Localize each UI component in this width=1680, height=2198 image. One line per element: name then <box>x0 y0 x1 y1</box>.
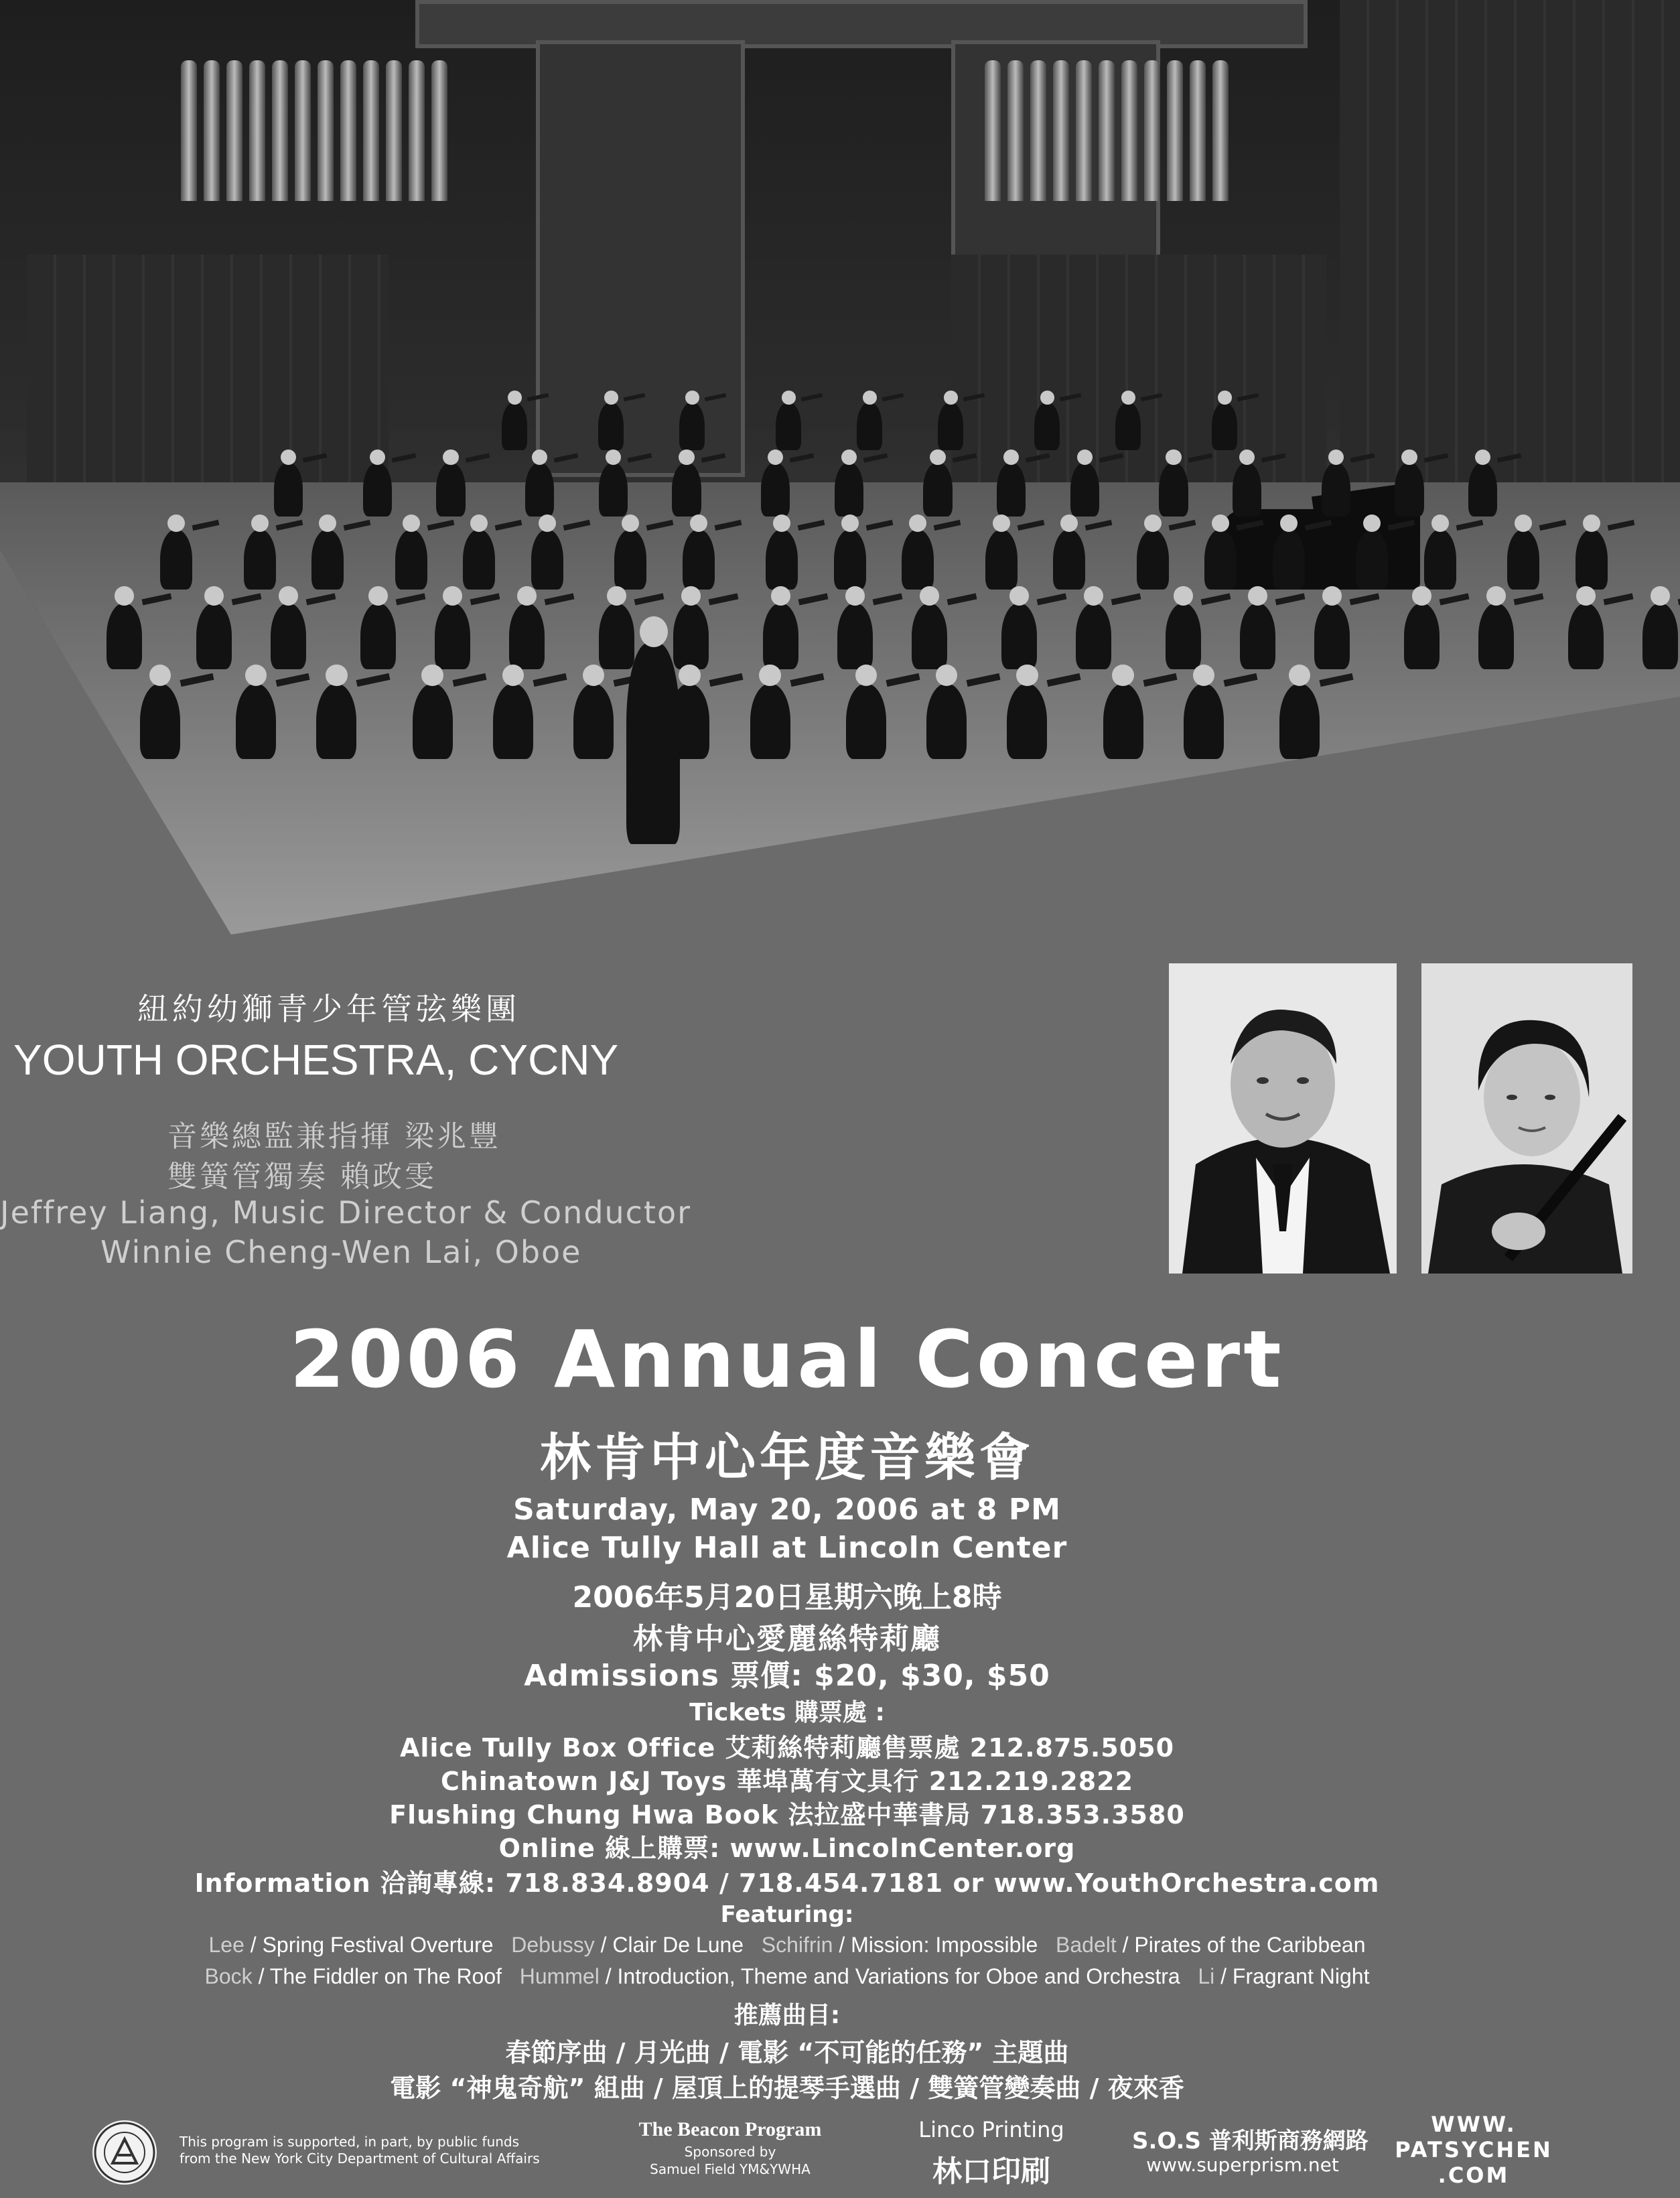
linco-printing-zh: 林口印刷 <box>932 2154 1050 2189</box>
beacon-sponsor: Samuel Field YM&YWHA <box>650 2161 811 2177</box>
concert-date-zh: 2006年5月20日星期六晚上8時 <box>572 1580 1002 1615</box>
composer-schifrin: Schifrin <box>761 1933 833 1957</box>
concert-venue-en: Alice Tully Hall at Lincoln Center <box>506 1531 1068 1565</box>
work-hummel-variations: Introduction, Theme and Variations for Oboe and Orchestra <box>617 1964 1180 1988</box>
admissions: Admissions 票價: $20, $30, $50 <box>524 1659 1050 1693</box>
ticket-line-chinatown: Chinatown J&J Toys 華埠萬有文具行 212.219.2822 <box>440 1767 1134 1796</box>
composer-badelt: Badelt <box>1056 1933 1117 1957</box>
ticket-line-box-office: Alice Tully Box Office 艾莉絲特莉廳售票處 212.875.5050 <box>399 1733 1175 1763</box>
orchestra-name-en: YOUTH ORCHESTRA, CYCNY <box>13 1036 619 1084</box>
program-heading-zh: 推薦曲目: <box>733 2002 841 2029</box>
program-zh-line-2: 電影 “神鬼奇航” 組曲 / 屋頂上的提琴手選曲 / 雙簧管變奏曲 / 夜來香 <box>390 2073 1184 2103</box>
soloist-zh: 雙簧管獨奏 賴政雯 <box>167 1160 437 1194</box>
composer-debussy: Debussy <box>511 1933 595 1957</box>
work-pirates: Pirates of the Caribbean <box>1134 1933 1366 1957</box>
featuring-heading: Featuring: <box>720 1901 854 1928</box>
linco-printing: Linco Printing <box>918 2117 1064 2142</box>
director-en: Jeffrey Liang, Music Director & Conductor <box>0 1194 692 1231</box>
beacon-sponsored: Sponsored by <box>684 2144 776 2160</box>
concert-date-en: Saturday, May 20, 2006 at 8 PM <box>513 1493 1061 1527</box>
sos-title: S.O.S 普利斯商務網路 <box>1132 2128 1369 2154</box>
ticket-line-flushing: Flushing Chung Hwa Book 法拉盛中華書局 718.353.3580 <box>389 1800 1185 1830</box>
orchestra-photo <box>0 0 1680 935</box>
director-zh: 音樂總監兼指揮 梁兆豐 <box>167 1119 501 1154</box>
work-spring-festival: Spring Festival Overture <box>262 1933 494 1957</box>
soloist-en: Winnie Cheng-Wen Lai, Oboe <box>100 1234 582 1270</box>
oboist-portrait <box>1421 963 1632 1274</box>
program-zh-line-1: 春節序曲 / 月光曲 / 電影 “不可能的任務” 主題曲 <box>505 2038 1069 2067</box>
orchestra-name-zh: 紐約幼獅青少年管弦樂團 <box>137 991 520 1027</box>
ticket-line-online: Online 線上購票: www.LincolnCenter.org <box>498 1834 1076 1863</box>
tickets-heading: Tickets 購票處 : <box>689 1699 885 1726</box>
work-fiddler: The Fiddler on The Roof <box>269 1964 502 1988</box>
conductor-portrait <box>1169 963 1397 1274</box>
patsychen-line-1: WWW. <box>1431 2112 1517 2137</box>
work-clair-de-lune: Clair De Lune <box>612 1933 744 1957</box>
nyc-cultural-affairs-seal <box>92 2120 157 2185</box>
beacon-title: The Beacon Program <box>638 2118 822 2140</box>
composer-lee: Lee <box>208 1933 244 1957</box>
patsychen-line-2: PATSYCHEN <box>1395 2137 1553 2162</box>
concert-venue-zh: 林肯中心愛麗絲特莉廳 <box>633 1622 941 1656</box>
patsychen-line-3: .COM <box>1438 2162 1510 2188</box>
composer-hummel: Hummel <box>519 1964 600 1988</box>
program-row-2: Bock / The Fiddler on The Roof Hummel / Introduction, Theme and Variations for Oboe and Orchestra Li / Fragrant Night <box>204 1964 1370 1988</box>
support-line-1: This program is supported, in part, by public funds <box>180 2134 520 2150</box>
composer-bock: Bock <box>204 1964 253 1988</box>
work-mission-impossible: Mission: Impossible <box>851 1933 1038 1957</box>
concert-title-zh: 林肯中心年度音樂會 <box>540 1428 1034 1487</box>
composer-li: Li <box>1198 1964 1215 1988</box>
concert-title: 2006 Annual Concert <box>289 1313 1285 1405</box>
info-line: Information 洽詢專線: 718.834.8904 / 718.454.7181 or www.YouthOrchestra.com <box>194 1868 1380 1898</box>
support-line-2: from the New York City Department of Cultural Affairs <box>180 2150 540 2167</box>
program-row-1: Lee / Spring Festival Overture Debussy / Clair De Lune Schifrin / Mission: Impossible Badelt / Pirates of the Caribbean <box>208 1933 1366 1957</box>
sos-url: www.superprism.net <box>1146 2154 1339 2176</box>
work-fragrant-night: Fragrant Night <box>1232 1964 1370 1988</box>
